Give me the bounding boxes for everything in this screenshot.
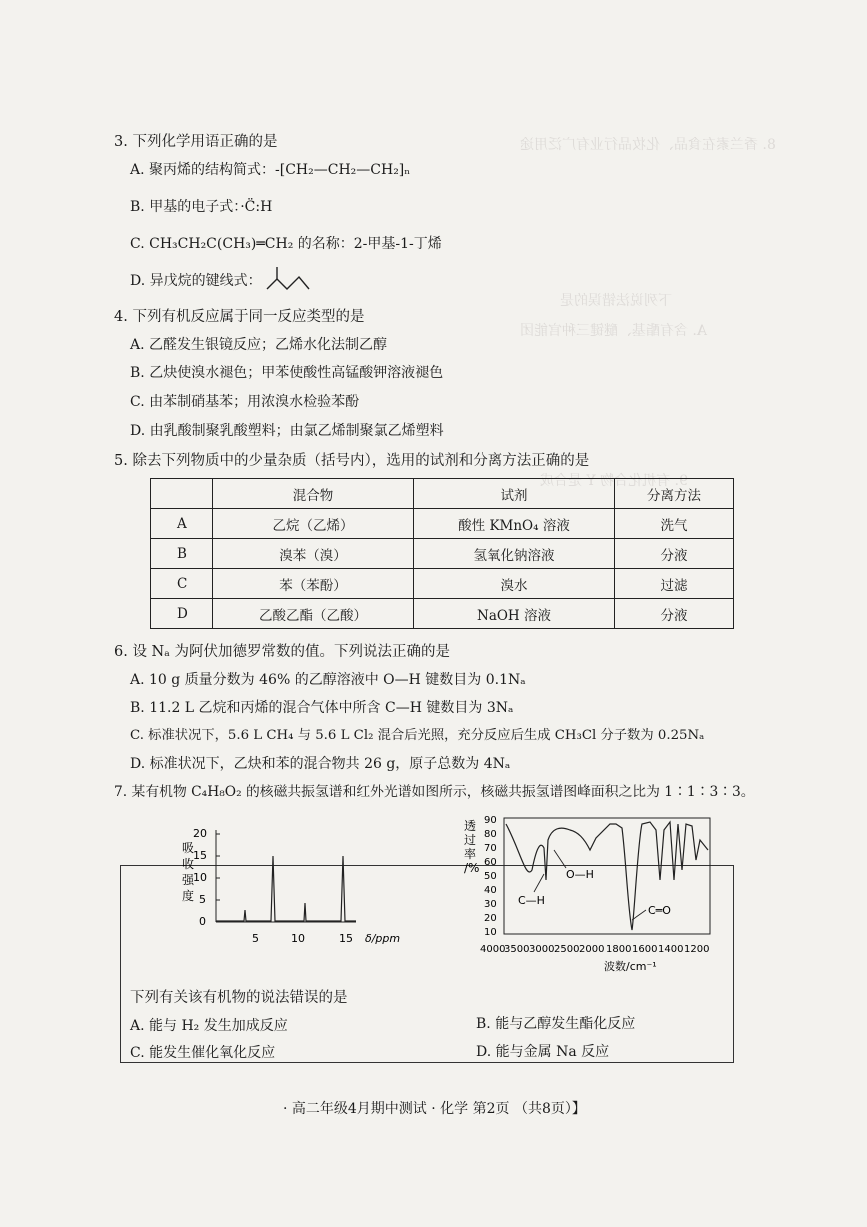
table-cell: 溴苯（溴） [213, 539, 414, 569]
q7-option-d: D. 能与金属 Na 反应 [476, 1044, 610, 1060]
bleed-through-text: 下列说法错误的是 [560, 293, 672, 309]
q7-stem: 7. 某有机物 C₄H₈O₂ 的核磁共振氢谱和红外光谱如图所示，核磁共振氢谱图峰面积之比为 1∶1∶3∶3。 [114, 784, 755, 800]
nmr-ytick-label: 15 [193, 849, 207, 862]
q3-option-d: D. 异戊烷的键线式： [130, 273, 262, 289]
ir-xtick-label: 1200 [684, 944, 710, 955]
table-row [151, 539, 734, 569]
ir-ytick-label: 90 [484, 815, 497, 826]
ir-xtick-label: 3000 [529, 944, 555, 955]
ir-xlabel: 波数/cm⁻¹ [604, 960, 657, 973]
ir-x-ticks [480, 944, 709, 955]
table-header-row [151, 479, 734, 509]
ir-ylabel-4: /% [464, 861, 480, 875]
ir-ytick-label: 30 [484, 899, 497, 910]
table-cell: 洗气 [615, 509, 734, 539]
table-header-cell [151, 479, 213, 509]
q3-option-a [130, 161, 410, 179]
ir-spectrum-chart [460, 810, 722, 978]
table-cell: 酸性 KMnO₄ 溶液 [414, 509, 615, 539]
table-cell: NaOH 溶液 [414, 599, 615, 629]
table-row [151, 599, 734, 629]
table-row [151, 569, 734, 599]
q3-option-a-text: A. 聚丙烯的结构简式： [130, 162, 276, 178]
q3-option-a-formula: -[CH₂—CH₂—CH₂]ₙ [275, 162, 411, 178]
nmr-ytick-label: 20 [193, 827, 207, 840]
q3-stem: 3. 下列化学用语正确的是 [114, 134, 278, 150]
ir-ylabel-2: 过 [464, 833, 477, 847]
ir-annotation-ch: C—H [518, 894, 545, 907]
ir-ytick-label: 70 [484, 843, 497, 854]
q6-option-c: C. 标准状况下，5.6 L CH₄ 与 5.6 L Cl₂ 混合后光照，充分反应后生成 CH₃Cl 分子数为 0.25Nₐ [130, 728, 705, 743]
nmr-xlabel: δ/ppm [365, 932, 401, 945]
table-cell: D [151, 599, 213, 629]
ir-ytick-label: 50 [484, 871, 497, 882]
q5-stem: 5. 除去下列物质中的少量杂质（括号内），选用的试剂和分离方法正确的是 [114, 453, 590, 469]
isopentane-skeletal-formula [263, 265, 311, 295]
nmr-y-ticks [193, 827, 207, 928]
table-header-cell: 分离方法 [615, 479, 734, 509]
nmr-ylabel-4: 度 [182, 889, 195, 903]
nmr-ytick-label: 0 [199, 915, 206, 928]
ir-y-ticks [484, 815, 497, 938]
bleed-through-text: A. 含有酯基、醚键三种官能团 [520, 323, 708, 339]
ir-xtick-label: 1800 [606, 944, 632, 955]
nmr-spectrum-chart [176, 818, 412, 948]
q4-stem: 4. 下列有机反应属于同一反应类型的是 [114, 309, 365, 325]
q4-option-b: B. 乙炔使溴水褪色；甲苯使酸性高锰酸钾溶液褪色 [130, 365, 444, 381]
ir-ytick-label: 20 [484, 913, 497, 924]
table-cell: 乙酸乙酯（乙酸） [213, 599, 414, 629]
q4-option-d: D. 由乳酸制聚乳酸塑料；由氯乙烯制聚氯乙烯塑料 [130, 423, 444, 439]
table-cell: 分液 [615, 539, 734, 569]
table-cell: A [151, 509, 213, 539]
table-cell: 乙烷（乙烯） [213, 509, 414, 539]
q4-option-a: A. 乙醛发生银镜反应；乙烯水化法制乙醇 [130, 337, 388, 353]
page-footer: · 高二年级4月期中测试 · 化学 第2页 （共8页）】 [283, 1101, 586, 1117]
ir-ytick-label: 60 [484, 857, 497, 868]
nmr-spectrum-line [216, 856, 356, 921]
nmr-xtick-label: 15 [339, 932, 353, 945]
q3-option-c: C. CH₃CH₂C(CH₃)═CH₂ 的名称：2-甲基-1-丁烯 [130, 236, 442, 252]
ir-xtick-label: 2500 [554, 944, 580, 955]
ir-annotation-oh: O—H [566, 868, 594, 881]
ir-xtick-label: 2000 [579, 944, 605, 955]
ir-xtick-label: 1600 [632, 944, 658, 955]
table-header-cell: 试剂 [414, 479, 615, 509]
ir-xtick-label: 1400 [658, 944, 684, 955]
ir-annotation-co: C═O [648, 904, 671, 917]
q7-option-b: B. 能与乙醇发生酯化反应 [476, 1016, 636, 1032]
nmr-ylabel-2: 收 [182, 857, 195, 871]
ir-ytick-label: 80 [484, 829, 497, 840]
q5-table [150, 478, 734, 629]
nmr-ylabel-1: 吸 [182, 841, 195, 855]
nmr-ytick-label: 10 [193, 871, 207, 884]
table-cell: B [151, 539, 213, 569]
q4-option-c: C. 由苯制硝基苯；用浓溴水检验苯酚 [130, 394, 360, 410]
ir-spectrum-line [506, 822, 708, 930]
table-header-cell: 混合物 [213, 479, 414, 509]
ir-xtick-label: 4000 [480, 944, 506, 955]
q6-option-b: B. 11.2 L 乙烷和丙烯的混合气体中所含 C—H 键数目为 3Nₐ [130, 700, 514, 716]
bleed-through-text: 9. 有机化合物 Y 是合成 [540, 473, 688, 489]
nmr-xtick-label: 5 [252, 932, 259, 945]
q3-option-b [130, 198, 272, 216]
table-cell: 溴水 [414, 569, 615, 599]
q3-option-b-text: B. 甲基的电子式： [130, 199, 241, 215]
table-cell: 过滤 [615, 569, 734, 599]
ir-ylabel-3: 率 [464, 847, 477, 861]
ir-ylabel-1: 透 [464, 819, 477, 833]
ir-ytick-label: 40 [484, 885, 497, 896]
q7-option-a: A. 能与 H₂ 发生加成反应 [130, 1018, 288, 1034]
table-cell: 氢氧化钠溶液 [414, 539, 615, 569]
q7-option-c: C. 能发生催化氧化反应 [130, 1045, 276, 1061]
nmr-ylabel-3: 强 [182, 873, 195, 887]
q6-stem: 6. 设 Nₐ 为阿伏加德罗常数的值。下列说法正确的是 [114, 644, 450, 660]
table-row [151, 509, 734, 539]
ir-xtick-label: 3500 [504, 944, 530, 955]
q6-option-a: A. 10 g 质量分数为 46% 的乙醇溶液中 O—H 键数目为 0.1Nₐ [130, 672, 526, 688]
nmr-xtick-label: 10 [291, 932, 305, 945]
nmr-ytick-label: 5 [199, 893, 206, 906]
ir-ytick-label: 10 [484, 927, 497, 938]
q6-option-d: D. 标准状况下，乙炔和苯的混合物共 26 g，原子总数为 4Nₐ [130, 756, 511, 772]
bleed-through-text: 8. 香兰素在食品、化妆品行业有广泛用途 [520, 137, 776, 153]
q7-prompt: 下列有关该有机物的说法错误的是 [130, 990, 348, 1006]
table-cell: 苯（苯酚） [213, 569, 414, 599]
q3-option-b-formula: ·C̈:H [240, 199, 273, 215]
table-cell: 分液 [615, 599, 734, 629]
table-cell: C [151, 569, 213, 599]
